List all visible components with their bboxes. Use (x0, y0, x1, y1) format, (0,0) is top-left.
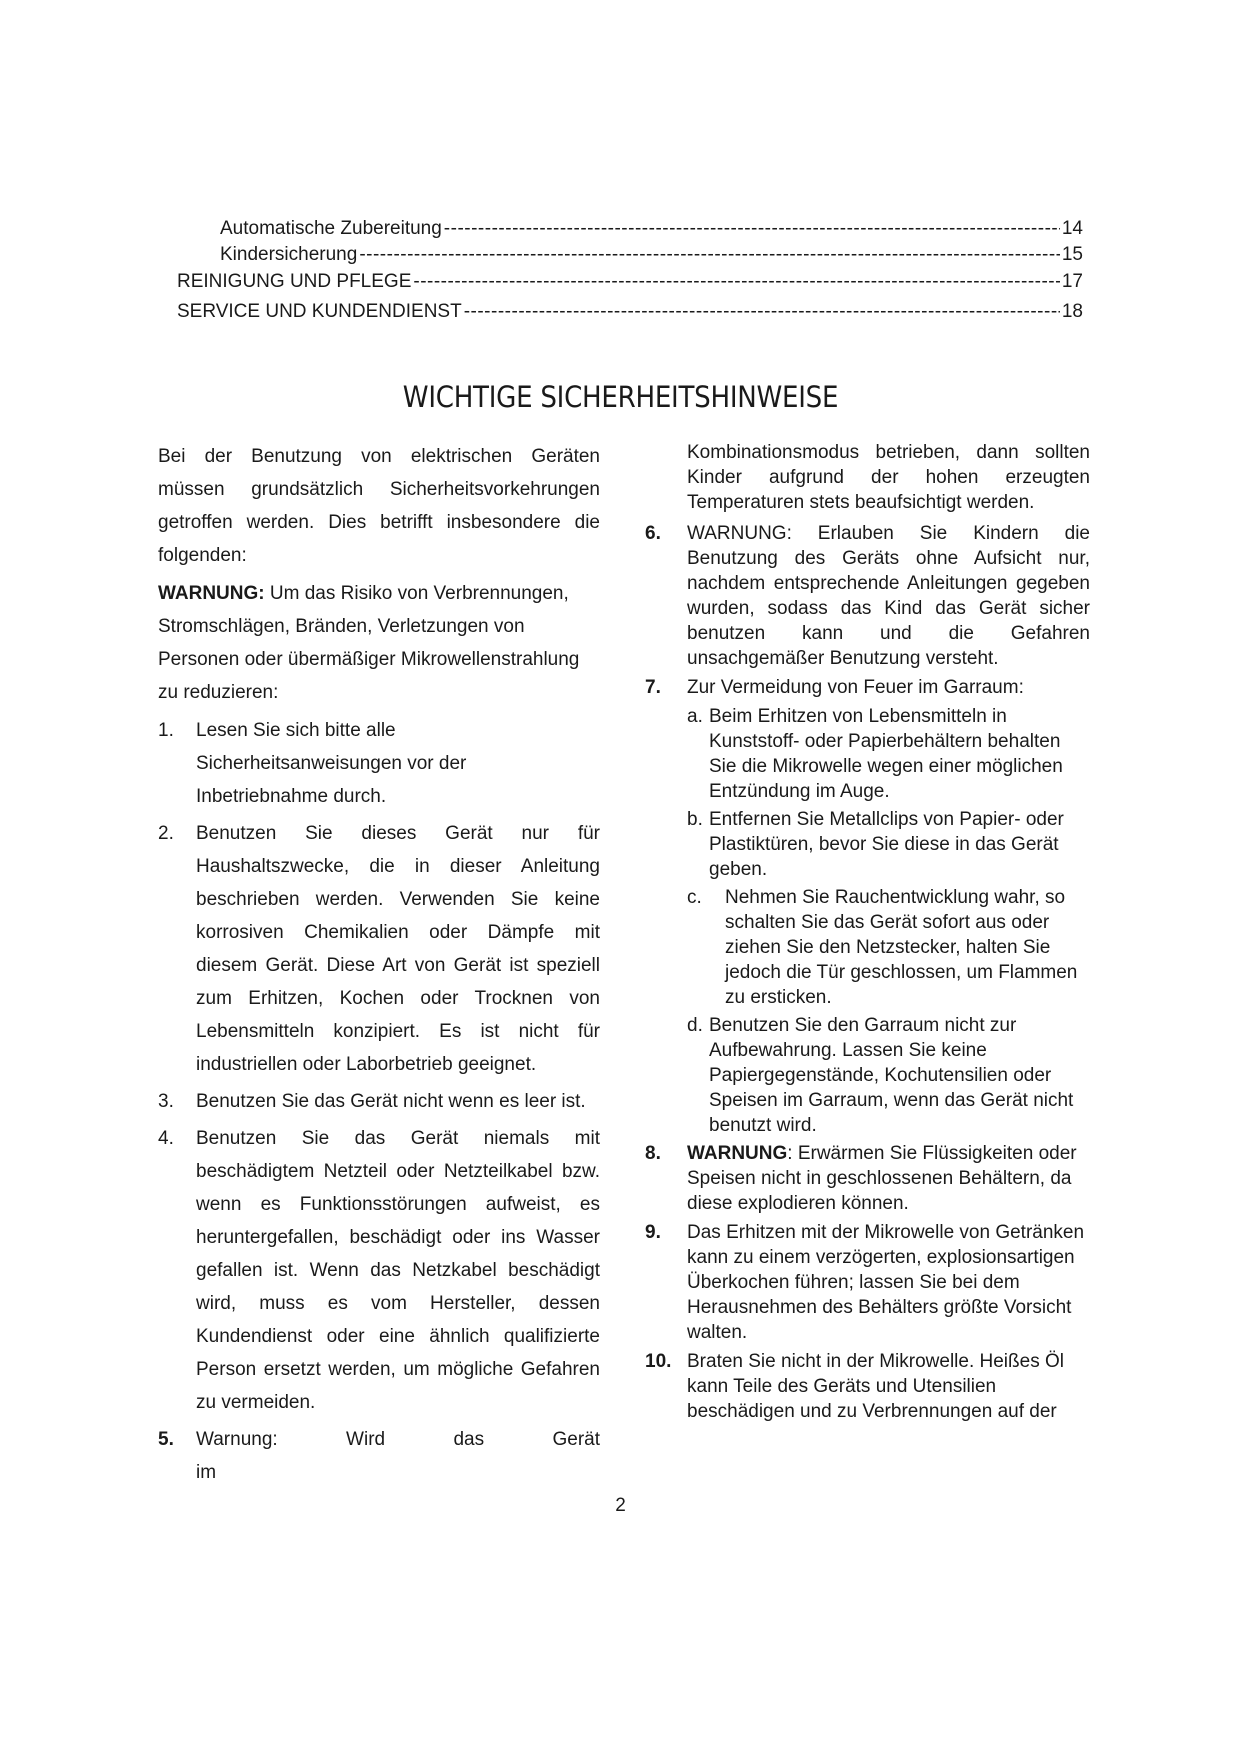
sub-item (687, 885, 1090, 1010)
list-item-text: WARNUNG: Erlauben Sie Kindern die Benutzung des Geräts ohne Aufsicht nur, nachdem entsprechende Anleitungen gegeben wurden, sodass das Kind das Gerät sicher benutzen kann und die Gefahren unsachgemäßer Benutzung versteht. (687, 523, 1090, 669)
toc-entry-page: 14 (1061, 218, 1083, 239)
toc-entry-page: 15 (1061, 244, 1083, 265)
toc-dot-leader (413, 271, 1059, 293)
warning-paragraph (158, 577, 600, 709)
sub-item (687, 807, 1090, 882)
list-item-text: Lesen Sie sich bitte alle Sicherheitsanweisungen vor der Inbetriebnahme durch. (196, 720, 467, 807)
list-item-text: Benutzen Sie dieses Gerät nur für Haushaltszwecke, die in dieser Anleitung beschrieben werden. Verwenden Sie keine korrosiven Chemikalien oder Dämpfe mit diesem Gerät. Diese Art von Gerät ist speziell zum Erhitzen, Kochen oder Trocknen von Lebensmitteln konzipiert. Es ist nicht für industriellen oder Laborbetrieb geeignet. (196, 823, 600, 1075)
list-item-number: 2. (158, 823, 174, 844)
toc-entry-page: 18 (1061, 301, 1083, 322)
list-item (645, 1220, 1090, 1345)
list-item (645, 521, 1090, 671)
sub-item (687, 704, 1090, 804)
right-column (645, 440, 1090, 1428)
toc-entry-label: Automatische Zubereitung (220, 218, 442, 239)
list-item (645, 1349, 1090, 1424)
list-item (158, 1423, 600, 1489)
sub-item-text: Benutzen Sie den Garraum nicht zur Aufbewahrung. Lassen Sie keine Papiergegenstände, Kochutensilien oder Speisen im Garraum, wenn das Gerät nicht benutzt wird. (709, 1015, 1074, 1136)
list-item-number: 10. (645, 1351, 672, 1372)
toc-entry (220, 218, 1083, 240)
section-title: WICHTIGE SICHERHEITSHINWEISE (402, 380, 839, 414)
list-item-text: Zur Vermeidung von Feuer im Garraum: (687, 677, 1024, 698)
list-item (158, 1122, 600, 1419)
list-item-number: 1. (158, 720, 174, 741)
list-item-number: 8. (645, 1143, 661, 1164)
list-item-number: 9. (645, 1222, 661, 1243)
continuation-paragraph: Kombinationsmodus betrieben, dann sollten Kinder aufgrund der hohen erzeugten Temperaturen stets beaufsichtigt werden. (687, 442, 1090, 513)
list-item (158, 1085, 600, 1118)
page-number: 2 (615, 1495, 626, 1516)
sub-item (687, 1013, 1090, 1138)
left-column (158, 440, 600, 1493)
list-item-number: 3. (158, 1091, 174, 1112)
warning-text: : Erwärmen Sie Flüssigkeiten oder Speisen nicht in geschlossenen Behältern, da diese explodieren können. (687, 1143, 1077, 1214)
list-item-text: Das Erhitzen mit der Mikrowelle von Getränken kann zu einem verzögerten, explosionsartigen Überkochen führen; lassen Sie bei dem Herausnehmen des Behälters größte Vorsicht walten. (687, 1222, 1085, 1343)
sub-item-letter: b. (687, 809, 703, 830)
toc-entry-label: REINIGUNG UND PFLEGE (177, 271, 412, 292)
warning-label: WARNUNG: (158, 583, 265, 604)
sub-item-text: Entfernen Sie Metallclips von Papier- oder Plastiktüren, bevor Sie diese in das Gerät geben. (709, 809, 1064, 880)
list-item (158, 714, 600, 813)
list-item-number: 7. (645, 677, 661, 698)
toc-entry-label: SERVICE UND KUNDENDIENST (177, 301, 462, 322)
sub-item-letter: d. (687, 1015, 703, 1036)
sub-item-letter: a. (687, 706, 703, 727)
warning-text: Um das Risiko von Verbrennungen, Stromschlägen, Bränden, Verletzungen von Personen oder übermäßiger Mikrowellenstrahlung zu reduzieren: (158, 583, 580, 703)
sub-item-letter: c. (687, 887, 702, 908)
toc-entry-page: 17 (1061, 271, 1083, 292)
list-item-number: 4. (158, 1128, 174, 1149)
sub-item-text: Nehmen Sie Rauchentwicklung wahr, so schalten Sie das Gerät sofort aus oder ziehen Sie den Netzstecker, halten Sie jedoch die Tür geschlossen, um Flammen zu ersticken. (725, 887, 1078, 1008)
list-item-text: Benutzen Sie das Gerät nicht wenn es leer ist. (196, 1091, 586, 1112)
sub-item-text: Beim Erhitzen von Lebensmitteln in Kunststoff- oder Papierbehältern behalten Sie die Mikrowelle wegen einer möglichen Entzündung im Auge. (709, 706, 1063, 802)
toc-entry (177, 301, 1083, 323)
list-item (645, 675, 1090, 700)
list-item-number: 5. (158, 1429, 174, 1450)
list-item (645, 1141, 1090, 1216)
list-item (158, 817, 600, 1081)
toc-dot-leader (359, 244, 1060, 266)
list-item-text: Braten Sie nicht in der Mikrowelle. Heißes Öl kann Teile des Geräts und Utensilien beschädigen und zu Verbrennungen auf der (687, 1351, 1064, 1422)
warning-label: WARNUNG (687, 1143, 788, 1164)
list-item-text: Warnung: Wird das Gerät im (196, 1429, 600, 1483)
toc-dot-leader (464, 301, 1060, 323)
intro-paragraph: Bei der Benutzung von elektrischen Geräten müssen grundsätzlich Sicherheitsvorkehrungen getroffen werden. Dies betrifft insbesondere die folgenden: (158, 446, 600, 566)
list-item-text (687, 1141, 1090, 1216)
toc-entry (177, 271, 1083, 293)
list-item-number: 6. (645, 523, 661, 544)
toc-dot-leader (444, 218, 1060, 240)
list-item-text: Benutzen Sie das Gerät niemals mit beschädigtem Netzteil oder Netzteilkabel bzw. wenn es Funktionsstörungen aufweist, es heruntergefallen, beschädigt oder ins Wasser gefallen ist. Wenn das Netzkabel beschädigt wird, muss es vom Hersteller, dessen Kundendienst oder eine ähnlich qualifizierte Person ersetzt werden, um mögliche Gefahren zu vermeiden. (196, 1128, 600, 1413)
toc-entry (220, 244, 1083, 266)
toc-entry-label: Kindersicherung (220, 244, 358, 265)
